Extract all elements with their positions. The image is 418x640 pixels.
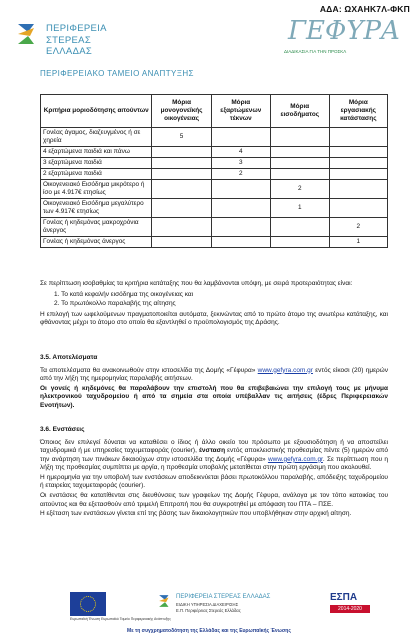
table-cell	[329, 147, 387, 158]
results-paragraph	[40, 367, 388, 384]
tiebreak-intro: Σε περίπτωση ισοβαθμίας τα κριτήρια κατάταξης που θα λαμβάνονται υπόψη, με σειρά προτεραιότητας είναι:	[40, 280, 353, 287]
table-header: Μόρια εισοδήματος	[270, 95, 329, 128]
table-cell: 4 εξαρτώμενα παιδιά και πάνω	[41, 147, 152, 158]
selection-paragraph: Η επιλογή των ωφελούμενων πραγματοποιείται αυτόματα, ξεκινώντας από το πρώτο άτομο της ανωτέρω κατάταξης, και φθάνοντας μέχρι το άτομο στο οποίο θα εξαντληθεί ο προϋπολογισμός της Δράσης.	[40, 310, 388, 327]
table-cell: 2	[270, 180, 329, 199]
table-cell: 3 εξαρτώμενα παιδιά	[41, 158, 152, 169]
table-header: Μόρια εργασιακής κατάστασης	[329, 95, 387, 128]
tiebreak-list	[54, 291, 388, 309]
footer-logos	[70, 592, 370, 620]
notification-paragraph: Οι γονείς ή κηδεμόνες θα παραλάβουν την επιστολή που θα επιβεβαιώνει την επιλογή τους με μήνυμα ηλεκτρονικού ταχυδρομείου ή από τα σημεία στα οποία υπέβαλλαν τις αιτήσεις (έδρες Περιφερειακών Ενοτήτων).	[40, 384, 388, 409]
table-cell	[329, 158, 387, 169]
table-cell: 2	[211, 169, 270, 180]
table-cell	[152, 158, 211, 169]
table-cell: 2	[329, 218, 387, 237]
table-cell: 5	[152, 128, 211, 147]
table-row	[41, 218, 388, 237]
section-heading-objections: 3.6. Ενστάσεις	[40, 426, 85, 433]
table-cell	[211, 237, 270, 248]
table-cell: 4	[211, 147, 270, 158]
table-cell	[152, 218, 211, 237]
table-cell	[152, 199, 211, 218]
section-heading-results: 3.5. Αποτελέσματα	[40, 354, 98, 361]
table-cell: 1	[270, 199, 329, 218]
gefyra-wordmark: ΓΕΦΥΡΑ	[288, 16, 400, 46]
footer-region-name: ΠΕΡΙΦΕΡΕΙΑ ΣΤΕΡΕΑΣ ΕΛΛΑΔΑΣ	[176, 594, 271, 600]
footer-agency2: Ε.Π. Περιφέρειας Στερεάς Ελλάδας	[176, 608, 241, 613]
table-row	[41, 158, 388, 169]
results-text-b: εντός είκοσι (20) ημερών από την λήξη της ημερομηνίας παραλαβής αιτήσεων.	[40, 366, 388, 383]
espa-word: ΕΣΠΑ	[330, 592, 358, 603]
objections-paragraph	[40, 439, 388, 473]
table-cell: 3	[211, 158, 270, 169]
table-cell	[211, 218, 270, 237]
gefyra-logo	[278, 16, 400, 56]
region-line2: ΣΤΕΡΕΑΣ ΕΛΛΑΔΑΣ	[46, 35, 93, 57]
espa-logo	[330, 592, 370, 614]
objections-text-c: . Σε περίπτωση που η λήξη της προθεσμίας συμπίπτει με αργία, η προθεσμία υποβολής μετατίθεται στην πρώτη εργάσιμη που ακολουθεί.	[40, 455, 389, 472]
table-cell	[329, 128, 387, 147]
footer-agency1: ΕΙΔΙΚΗ ΥΠΗΡΕΣΙΑ ΔΙΑΧΕΙΡΙΣΗΣ	[176, 602, 239, 607]
table-cell	[329, 180, 387, 199]
objection-term: ένσταση	[198, 447, 226, 455]
list-item: 1. Το κατά κεφαλήν εισόδημα της οικογένειας και	[54, 290, 194, 298]
objections-text-a: Όποιος δεν επιλεγεί δύναται να καταθέσει ο ίδιος ή άλλο οικείο του πρόσωπο με εξουσιοδότηση ή να αποστείλει ταχυδρομικά ή με υπηρεσίες ταχυμεταφοράς (courier),	[40, 438, 388, 455]
table-row	[41, 128, 388, 147]
table-cell: 1	[329, 237, 387, 248]
objection-date-paragraph: Η ημερομηνία για την υποβολή των ενστάσεων αποδεικνύεται βάσει πρωτοκόλλου παραλαβής, απόδειξης ταχυδρομείου ή εταιρείας ταχυμεταφοράς (courier).	[40, 473, 388, 490]
table-cell: Γονέας ή κηδεμόνας μακροχρόνια άνεργος	[41, 218, 152, 237]
objections-section	[40, 426, 388, 520]
table-cell	[270, 147, 329, 158]
table-cell: 2 εξαρτώμενα παιδιά	[41, 169, 152, 180]
table-cell: Γονέας ή κηδεμόνας άνεργος	[41, 237, 152, 248]
table-cell	[270, 128, 329, 147]
table-header: Μόρια μονογονεϊκής οικογένειας	[152, 95, 211, 128]
objection-committee-paragraph: Οι ενστάσεις θα κατατίθενται στις διευθύνσεις των γραφείων της Δομής Γέφυρα, ανάλογα με τον τόπο κατοικίας του αιτούντος και θα εξετασθούν από τριμελή Επιτροπή που θα συγκροτηθεί με απόφαση του ΠΤΑ – ΠΣΕ.	[40, 492, 388, 508]
table-row	[41, 237, 388, 248]
table-cell	[152, 237, 211, 248]
table-header: Μόρια εξαρτώμενων τέκνων	[211, 95, 270, 128]
table-cell	[152, 169, 211, 180]
eu-flag-icon	[70, 592, 106, 616]
gefyra-link[interactable]: www.gefyra.com.gr	[267, 455, 323, 463]
results-text-a: Τα αποτελέσματα θα ανακοινωθούν στην ιστοσελίδα της Δομής «Γέφυρα»	[40, 366, 256, 374]
criteria-table	[40, 94, 388, 248]
table-header-row	[41, 95, 388, 128]
table-cell	[329, 199, 387, 218]
cofinance-line: Με τη συγχρηματοδότηση της Ελλάδας και της Ευρωπαϊκής Ένωσης	[127, 628, 291, 634]
objection-review-paragraph: Η εξέταση των ενστάσεων γίνεται επί της βάσης των δικαιολογητικών που υποβλήθηκαν στην αρχική αίτηση.	[40, 510, 352, 518]
results-section	[40, 354, 388, 411]
region-mark-icon	[158, 594, 172, 608]
espa-years: 2014-2020	[330, 605, 370, 613]
region-line1: ΠΕΡΙΦΕΡΕΙΑ	[46, 23, 107, 34]
region-mark-icon	[16, 22, 40, 46]
region-logo	[16, 16, 136, 56]
objections-text-b: εντός αποκλειστικής προθεσμίας πέντε (5) ημερών από την ανάρτηση των πινάκων δικαιούχων στην ιστοσελίδα της Δομής «Γέφυρα»	[40, 447, 389, 463]
eu-caption: Ευρωπαϊκή Ένωση Ευρωπαϊκό Ταμείο Περιφερειακής Ανάπτυξης	[70, 617, 171, 621]
table-cell	[329, 169, 387, 180]
gefyra-tagline: ΔΙΑΔΙΚΑΣΙΑ ΓΙΑ ΤΗΝ ΠΡΟΣΚΛ	[284, 49, 347, 54]
gefyra-link[interactable]: www.gefyra.com.gr	[257, 366, 313, 374]
table-cell	[211, 128, 270, 147]
table-cell: Οικογενειακό Εισόδημα μεγαλύτερο των 4.917€ ετησίως	[41, 199, 152, 218]
table-row	[41, 199, 388, 218]
table-cell	[152, 180, 211, 199]
ada-code: ΑΔΑ: ΩΧΑΗΚ7Λ-ΦΚΠ	[319, 4, 410, 14]
table-cell	[152, 147, 211, 158]
table-header: Κριτήρια μοριοδότησης αιτούντων	[41, 95, 152, 128]
fund-title: ΠΕΡΙΦΕΡΕΙΑΚΟ ΤΑΜΕΙΟ ΑΝΑΠΤΥΞΗΣ	[40, 69, 194, 78]
table-cell	[270, 218, 329, 237]
table-cell	[211, 199, 270, 218]
table-cell	[270, 158, 329, 169]
table-row	[41, 169, 388, 180]
table-cell	[211, 180, 270, 199]
table-row	[41, 180, 388, 199]
table-cell: Οικογενειακό Εισόδημα μικρότερο ή ίσο με 4.917€ ετησίως	[41, 180, 152, 199]
table-cell	[270, 237, 329, 248]
table-row	[41, 147, 388, 158]
table-cell: Γονέας άγαμος, διαζευγμένος ή σε χηρεία	[41, 128, 152, 147]
table-cell	[270, 169, 329, 180]
list-item: 2. Το πρωτόκολλο παραλαβής της αίτησης	[54, 300, 176, 308]
tiebreak-section	[40, 280, 388, 329]
